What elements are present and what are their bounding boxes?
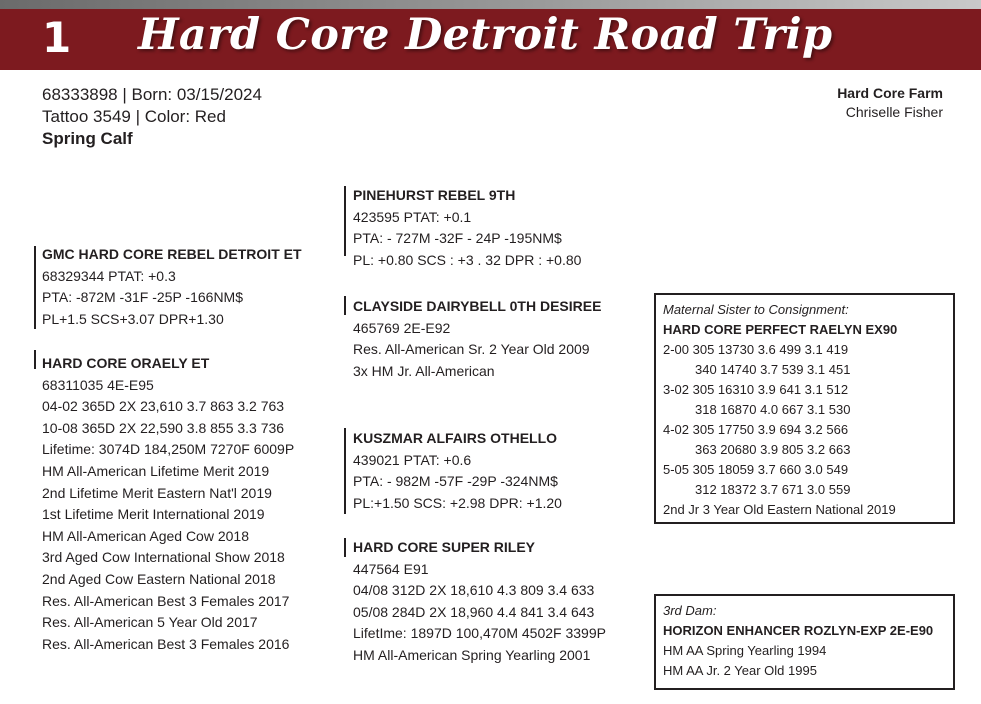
sire-line: PTA: -872M -31F -25P -166NM$ xyxy=(42,289,244,306)
dam-line: 2nd Lifetime Merit Eastern Nat'l 2019 xyxy=(42,484,272,501)
dam-dam-line: HM All-American Spring Yearling 2001 xyxy=(353,646,591,663)
registration-line: 68333898 | Born: 03/15/2024 xyxy=(42,85,262,104)
sister-name: HARD CORE PERFECT RAELYN EX90 xyxy=(663,322,898,337)
sister-record: 5-05 305 18059 3.7 660 3.0 549 xyxy=(663,462,849,477)
sire-dam-line: 465769 2E-E92 xyxy=(353,319,451,336)
dam-dam-block xyxy=(353,537,606,667)
sire-sire-line: PTA: - 727M -32F - 24P -195NM$ xyxy=(353,230,562,247)
sire-line: PL+1.5 SCS+3.07 DPR+1.30 xyxy=(42,310,224,327)
sire-name: GMC HARD CORE REBEL DETROIT ET xyxy=(42,246,302,262)
sire-dam-bracket xyxy=(344,296,346,315)
sire-dam-line: Res. All-American Sr. 2 Year Old 2009 xyxy=(353,341,590,358)
third-dam-box xyxy=(654,594,955,690)
sire-line: 68329344 PTAT: +0.3 xyxy=(42,267,176,284)
third-dam-name: HORIZON ENHANCER ROZLYN-EXP 2E-E90 xyxy=(663,623,934,638)
dam-line: 1st Lifetime Merit International 2019 xyxy=(42,506,265,523)
sire-sire-bracket xyxy=(344,186,346,256)
dam-line: 68311035 4E-E95 xyxy=(42,376,154,393)
sire-dam-block xyxy=(353,296,601,382)
dam-dam-bracket xyxy=(344,538,346,557)
top-strip xyxy=(0,0,981,9)
dam-line: 10-08 365D 2X 22,590 3.8 855 3.3 736 xyxy=(42,419,285,436)
dam-dam-line: 05/08 284D 2X 18,960 4.4 841 3.4 643 xyxy=(353,603,595,620)
dam-sire-bracket xyxy=(344,428,346,514)
dam-sire-block xyxy=(353,428,562,514)
third-dam-line: HM AA Jr. 2 Year Old 1995 xyxy=(663,663,817,678)
dam-sire-line: 439021 PTAT: +0.6 xyxy=(353,451,472,468)
dam-line: HM All-American Lifetime Merit 2019 xyxy=(42,462,270,479)
lot-number: 1 xyxy=(42,13,72,62)
dam-block xyxy=(42,353,294,655)
dam-dam-line: 447564 E91 xyxy=(353,560,429,577)
sister-record: 363 20680 3.9 805 3.2 663 xyxy=(695,442,851,457)
sister-record: 3-02 305 16310 3.9 641 3.1 512 xyxy=(663,382,849,397)
sire-dam-name: CLAYSIDE DAIRYBELL 0TH DESIREE xyxy=(353,298,602,314)
animal-name: Hard Core Detroit Road Trip xyxy=(138,10,833,60)
sire-dam-line: 3x HM Jr. All-American xyxy=(353,362,495,379)
dam-bracket xyxy=(34,350,36,369)
dam-line: Res. All-American 5 Year Old 2017 xyxy=(42,614,258,631)
sister-record: 312 18372 3.7 671 3.0 559 xyxy=(695,482,851,497)
dam-line: Res. All-American Best 3 Females 2017 xyxy=(42,592,290,609)
dam-sire-line: PTA: - 982M -57F -29P -324NM$ xyxy=(353,473,558,490)
animal-info xyxy=(42,84,262,150)
sire-sire-line: 423595 PTAT: +0.1 xyxy=(353,208,472,225)
third-dam-caption: 3rd Dam: xyxy=(663,603,717,618)
dam-line: Res. All-American Best 3 Females 2016 xyxy=(42,635,290,652)
dam-name: HARD CORE ORAELY ET xyxy=(42,355,210,371)
dam-dam-name: HARD CORE SUPER RILEY xyxy=(353,539,536,555)
dam-dam-line: LifetIme: 1897D 100,470M 4502F 3399P xyxy=(353,625,606,642)
sister-record: 4-02 305 17750 3.9 694 3.2 566 xyxy=(663,422,849,437)
animal-class: Spring Calf xyxy=(42,129,133,148)
owner-name: Chriselle Fisher xyxy=(845,104,943,120)
dam-sire-line: PL:+1.50 SCS: +2.98 DPR: +1.20 xyxy=(353,494,562,511)
dam-sire-name: KUSZMAR ALFAIRS OTHELLO xyxy=(353,430,558,446)
sister-record: 2-00 305 13730 3.6 499 3.1 419 xyxy=(663,342,849,357)
dam-line: 2nd Aged Cow Eastern National 2018 xyxy=(42,570,276,587)
sister-record: 340 14740 3.7 539 3.1 451 xyxy=(695,362,851,377)
dam-line: 04-02 365D 2X 23,610 3.7 863 3.2 763 xyxy=(42,398,285,415)
sister-award: 2nd Jr 3 Year Old Eastern National 2019 xyxy=(663,502,896,517)
sister-record: 318 16870 4.0 667 3.1 530 xyxy=(695,402,851,417)
farm-name: Hard Core Farm xyxy=(837,85,943,101)
maternal-sister-box xyxy=(654,293,955,524)
sire-sire-line: PL: +0.80 SCS : +3 . 32 DPR : +0.80 xyxy=(353,251,582,268)
dam-line: Lifetime: 3074D 184,250M 7270F 6009P xyxy=(42,441,295,458)
title-banner xyxy=(0,9,981,70)
sire-sire-name: PINEHURST REBEL 9TH xyxy=(353,187,516,203)
dam-dam-line: 04/08 312D 2X 18,610 4.3 809 3.4 633 xyxy=(353,582,595,599)
sire-bracket xyxy=(34,246,36,329)
dam-line: 3rd Aged Cow International Show 2018 xyxy=(42,549,285,566)
owner-info xyxy=(837,84,943,122)
tattoo-line: Tattoo 3549 | Color: Red xyxy=(42,107,226,126)
sister-caption: Maternal Sister to Consignment: xyxy=(663,302,849,317)
third-dam-line: HM AA Spring Yearling 1994 xyxy=(663,643,827,658)
sire-sire-block xyxy=(353,185,581,271)
dam-line: HM All-American Aged Cow 2018 xyxy=(42,527,249,544)
sire-block xyxy=(42,244,302,330)
